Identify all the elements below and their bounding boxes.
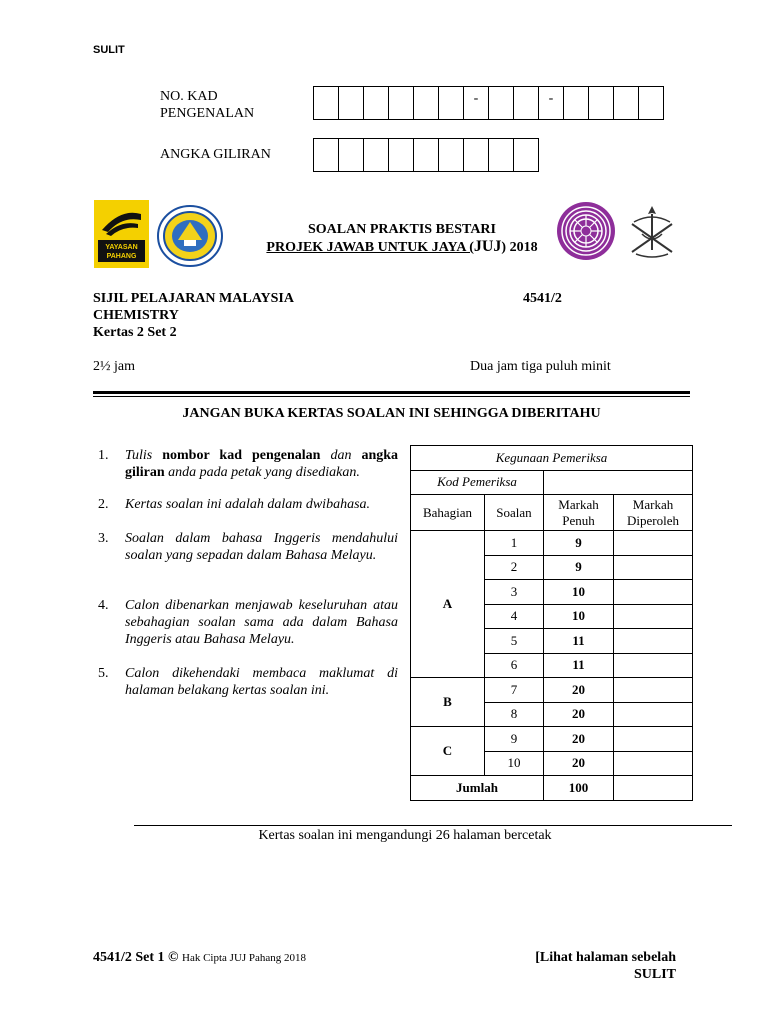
question-number: 4: [485, 604, 544, 629]
title-line2-prefix: PROJEK JAWAB UNTUK JAYA (: [266, 240, 474, 255]
question-number: 9: [485, 727, 544, 752]
examiner-code-field[interactable]: [544, 470, 693, 495]
ic-box[interactable]: [338, 86, 364, 120]
examiner-code-label: Kod Pemeriksa: [411, 470, 544, 495]
ic-separator-2: -: [538, 86, 564, 120]
full-mark: 11: [544, 629, 614, 654]
col-markah-diperoleh: Markah Diperoleh: [614, 495, 693, 531]
ic-box[interactable]: [513, 86, 539, 120]
obtained-mark-cell[interactable]: [614, 555, 693, 580]
index-box[interactable]: [413, 138, 439, 172]
question-number: 10: [485, 751, 544, 776]
obtained-mark-cell[interactable]: [614, 727, 693, 752]
instruction-item: [98, 597, 398, 648]
ic-number-boxes: [314, 86, 664, 120]
question-number: 3: [485, 580, 544, 605]
question-number: 1: [485, 531, 544, 556]
ic-box[interactable]: [638, 86, 664, 120]
instruction-number: 5.: [98, 666, 109, 681]
svg-text:YAYASAN: YAYASAN: [105, 244, 138, 251]
full-mark: 20: [544, 678, 614, 703]
total-label: Jumlah: [411, 776, 544, 801]
pages-note: Kertas soalan ini mengandungi 26 halaman bercetak: [258, 828, 552, 843]
do-not-open-warning: JANGAN BUKA KERTAS SOALAN INI SEHINGGA DIBERITAHU: [182, 406, 601, 421]
obtained-mark-cell[interactable]: [614, 604, 693, 629]
footer-left: [93, 950, 306, 966]
question-number: 2: [485, 555, 544, 580]
purple-circle-emblem: [556, 200, 616, 262]
examiner-marks-table: [410, 445, 693, 801]
title-juj: JUJ: [473, 238, 502, 255]
divider-thick: [93, 391, 690, 394]
index-number-label: ANGKA GILIRAN: [160, 147, 271, 162]
ic-box[interactable]: [613, 86, 639, 120]
section-c: C: [411, 727, 485, 776]
full-mark: 20: [544, 702, 614, 727]
ic-box[interactable]: [413, 86, 439, 120]
total-full-mark: 100: [544, 776, 614, 801]
yayasan-pahang-logo: [94, 200, 149, 268]
obtained-mark-cell[interactable]: [614, 678, 693, 703]
footer-next-page: [Lihat halaman sebelah: [535, 950, 676, 965]
question-number: 8: [485, 702, 544, 727]
index-number-boxes: [314, 138, 539, 172]
obtained-mark-cell[interactable]: [614, 702, 693, 727]
ic-label-line2: PENGENALAN: [160, 106, 255, 121]
ic-label: [160, 88, 254, 122]
ic-separator-1: -: [463, 86, 489, 120]
divider-thin: [93, 396, 690, 397]
instruction-item: 1. Tulis nombor kad pengenalan dan angka giliran anda pada petak yang disediakan.: [98, 448, 399, 480]
education-department-emblem: [156, 204, 224, 268]
index-box[interactable]: [338, 138, 364, 172]
ic-box[interactable]: [588, 86, 614, 120]
full-mark: 10: [544, 604, 614, 629]
index-box[interactable]: [313, 138, 339, 172]
exam-name: SIJIL PELAJARAN MALAYSIA: [93, 291, 294, 306]
subject: CHEMISTRY: [93, 308, 179, 323]
col-soalan: Soalan: [485, 495, 544, 531]
full-mark: 9: [544, 531, 614, 556]
full-mark: 20: [544, 727, 614, 752]
index-box[interactable]: [463, 138, 489, 172]
index-box[interactable]: [438, 138, 464, 172]
ic-label-line1: NO. KAD: [160, 89, 218, 104]
instruction-text: Calon dikehendaki membaca maklumat di halaman belakang kertas soalan ini.: [125, 666, 398, 698]
ic-box[interactable]: [363, 86, 389, 120]
pahang-state-crest: [624, 204, 680, 260]
section-b: B: [411, 678, 485, 727]
instruction-item: [98, 530, 398, 564]
obtained-mark-cell[interactable]: [614, 653, 693, 678]
obtained-mark-cell[interactable]: [614, 531, 693, 556]
ic-box[interactable]: [313, 86, 339, 120]
instruction-number: 3.: [98, 531, 109, 546]
footer-sulit: SULIT: [633, 967, 676, 982]
instruction-text: Soalan dalam bahasa Inggeris mendahului soalan yang sepadan dalam Bahasa Melayu.: [125, 531, 398, 563]
col-markah-penuh: Markah Penuh: [544, 495, 614, 531]
question-number: 5: [485, 629, 544, 654]
ic-box[interactable]: [488, 86, 514, 120]
duration-words: Dua jam tiga puluh minit: [470, 359, 611, 374]
ic-box[interactable]: [563, 86, 589, 120]
obtained-mark-cell[interactable]: [614, 580, 693, 605]
index-box[interactable]: [488, 138, 514, 172]
index-box[interactable]: [363, 138, 389, 172]
title-line1: SOALAN PRAKTIS BESTARI: [307, 222, 496, 237]
instruction-number: 2.: [98, 497, 109, 512]
sulit-top-label: SULIT: [93, 44, 125, 56]
index-box[interactable]: [513, 138, 539, 172]
footer-copyright: Hak Cipta JUJ Pahang 2018: [182, 952, 307, 964]
col-bahagian: Bahagian: [411, 495, 485, 531]
question-number: 7: [485, 678, 544, 703]
duration: 2½ jam: [93, 359, 135, 374]
svg-text:PAHANG: PAHANG: [106, 253, 137, 260]
full-mark: 9: [544, 555, 614, 580]
footer-code: 4541/2 Set 1 ©: [93, 950, 179, 965]
full-mark: 10: [544, 580, 614, 605]
instruction-number: 1.: [98, 448, 109, 463]
title-line2: [233, 238, 571, 256]
full-mark: 11: [544, 653, 614, 678]
title-line2-suffix: ) 2018: [501, 240, 538, 255]
instruction-item: [98, 665, 398, 699]
obtained-mark-cell[interactable]: [614, 751, 693, 776]
obtained-mark-cell[interactable]: [614, 629, 693, 654]
index-box[interactable]: [388, 138, 414, 172]
instruction-number: 4.: [98, 598, 109, 613]
full-mark: 20: [544, 751, 614, 776]
examiner-use-title: Kegunaan Pemeriksa: [411, 446, 693, 471]
instruction-text: Calon dibenarkan menjawab keseluruhan atau sebahagian soalan sama ada dalam Bahasa Inggeris atau Bahasa Melayu.: [125, 598, 398, 647]
section-a: A: [411, 531, 485, 678]
pages-note-rule: [134, 825, 732, 826]
paper-code: 4541/2: [523, 291, 562, 306]
ic-box[interactable]: [388, 86, 414, 120]
paper-set: Kertas 2 Set 2: [93, 325, 177, 340]
ic-box[interactable]: [438, 86, 464, 120]
instruction-text: Kertas soalan ini adalah dalam dwibahasa.: [125, 497, 371, 512]
question-number: 6: [485, 653, 544, 678]
instruction-item: [98, 496, 398, 513]
total-obtained-cell[interactable]: [614, 776, 693, 801]
